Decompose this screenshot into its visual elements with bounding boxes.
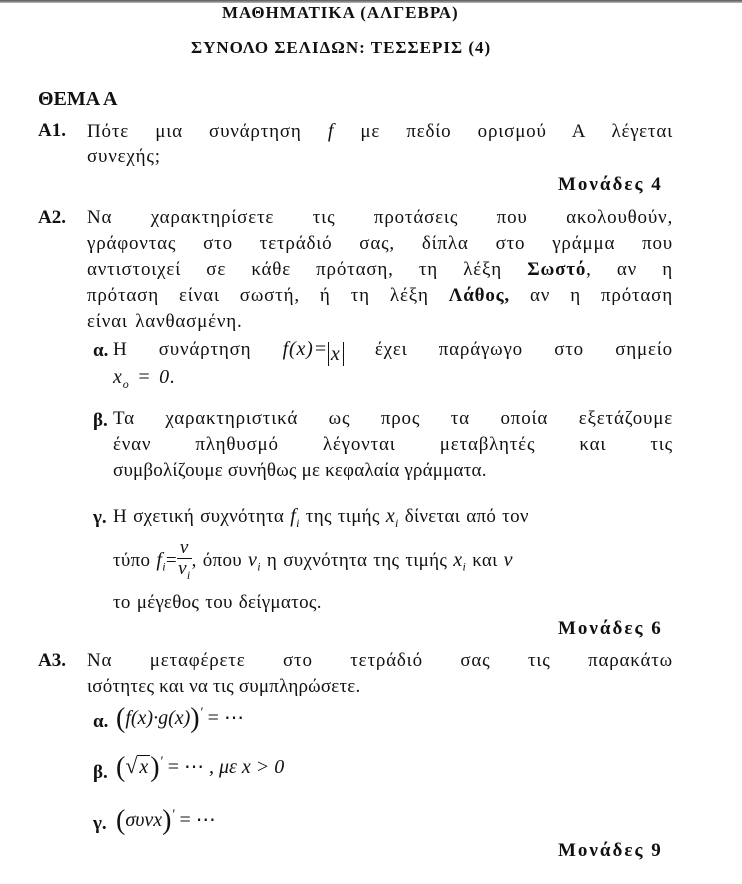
question-text-line [87,120,673,143]
text-span: και [472,549,498,571]
text-span: Η σχετική συχνότητα [113,506,285,527]
math-expr: f(x)·g(x) [125,707,191,729]
derivative-cos [116,805,216,837]
pages-total-header: ΣΥΝΟΛΟ ΣΕΛΙΔΩΝ: ΤΕΣΣΕΡΙΣ (4) [191,38,492,57]
math-subscript: i [296,515,300,530]
item-label: γ. [93,507,107,528]
subject-header: ΜΑΘΗΜΑΤΙΚΑ (ΑΛΓΕΒΡΑ) [222,3,459,22]
text-span: πρόταση είναι σωστή, ή τη λέξη [87,285,429,306]
item-text-line [113,366,176,392]
math-var: x [385,505,395,527]
question-text-line: Να χαρακτηρίσετε τις προτάσεις που ακολουθούν, [87,207,673,228]
close-paren: ) [190,703,200,734]
text-span: της τιμής [305,506,380,527]
math-var: ν [248,548,258,571]
item-text-line: έναν πληθυσμό λέγονται μεταβλητές και τις [113,434,673,455]
question-text-line [87,259,673,281]
item-label: α. [93,711,109,732]
math-subscript: i [462,559,467,574]
question-text-line [87,285,673,307]
text-span: δίνεται από τον [404,506,529,527]
derivative-product [116,703,244,735]
math-equals: = [165,549,177,571]
points-label: Μονάδες 4 [558,174,663,195]
prime-mark: ′ [199,705,203,721]
item-text-line [113,505,529,531]
points-label: Μονάδες 6 [558,618,663,639]
item-text-line [113,338,673,366]
math-expr: = 0. [137,366,176,388]
item-text-line: το μέγεθος του δείγματος. [113,592,322,613]
prime-mark: ′ [171,807,175,823]
text-span: αντιστοιχεί σε κάθε πρόταση, τη λέξη [87,259,503,280]
text-span: με πεδίο ορισμού Α λέγεται [360,121,673,142]
question-text-line: ισότητες και να τις συμπληρώσετε. [87,676,361,697]
question-text-line: είναι λανθασμένη. [87,311,243,332]
math-var: x [453,548,463,571]
math-fraction [177,538,192,585]
text-span: , όπου [191,549,242,571]
math-expr: συνx [125,809,163,831]
question-text-line: γράφοντας στο τετράδιό σας, δίπλα στο γράμμα που [87,233,673,254]
item-label: γ. [93,813,107,834]
math-subscript: i [162,559,166,574]
abs-formula [282,338,344,365]
math-rhs: = ⋯ [167,756,204,778]
text-span: , αν η [586,259,673,280]
math-var: x [139,756,149,778]
math-var: f [290,505,297,527]
fraction-denominator [177,559,192,585]
math-subscript: i [186,567,191,582]
math-var: f [327,120,335,142]
math-rhs: = ⋯ [179,809,216,831]
sqrt-expr [125,753,150,779]
open-paren: ( [116,805,126,836]
close-paren: ) [150,752,160,783]
math-var: ν [178,558,187,579]
open-paren: ( [116,752,126,783]
question-label: Α1. [38,120,66,141]
text-span: η συχνότητα της τιμής [266,549,448,571]
derivative-sqrt [116,752,284,784]
item-label: β. [93,762,108,783]
item-text-line: συμβολίζουμε συνήθως με κεφαλαία γράμματα. [113,460,487,481]
math-var: x [113,366,123,388]
item-label: α. [93,340,109,361]
math-abs-value: x [328,342,344,366]
open-paren: ( [116,703,126,734]
math-var: f [156,548,163,571]
question-label: Α3. [38,650,66,671]
text-span: έχει παράγωγο στο σημείο [374,339,673,360]
text-span: τύπο [113,549,151,571]
text-span: Πότε μια συνάρτηση [87,121,302,142]
math-subscript: i [395,515,399,530]
item-text-line: Τα χαρακτηριστικά ως προς τα οποία εξετάζουμε [113,408,673,429]
item-text-line [113,538,513,585]
math-condition: , με x > 0 [208,756,285,778]
math-expr: f(x)= [282,338,328,360]
math-var: ν [503,548,513,571]
math-rhs: = ⋯ [207,707,244,729]
sqrt-icon: √ [125,753,138,778]
question-text-line: συνεχής; [87,146,161,167]
math-subscript: i [257,559,261,574]
bold-word-wrong: Λάθος, [448,285,510,306]
bold-word-correct: Σωστό [527,259,587,280]
question-text-line: Να μεταφέρετε στο τετράδιό σας τις παρακάτω [87,650,673,671]
close-paren: ) [162,805,172,836]
points-label: Μονάδες 9 [558,840,663,861]
item-label: β. [93,410,108,431]
text-span: αν η πρόταση [530,285,673,306]
math-subscript: o [122,376,130,391]
prime-mark: ′ [159,754,163,770]
theme-title: ΘΕΜΑ Α [38,88,118,110]
question-label: Α2. [38,207,66,228]
text-span: Η συνάρτηση [113,339,252,360]
fraction-numerator: ν [177,538,192,559]
